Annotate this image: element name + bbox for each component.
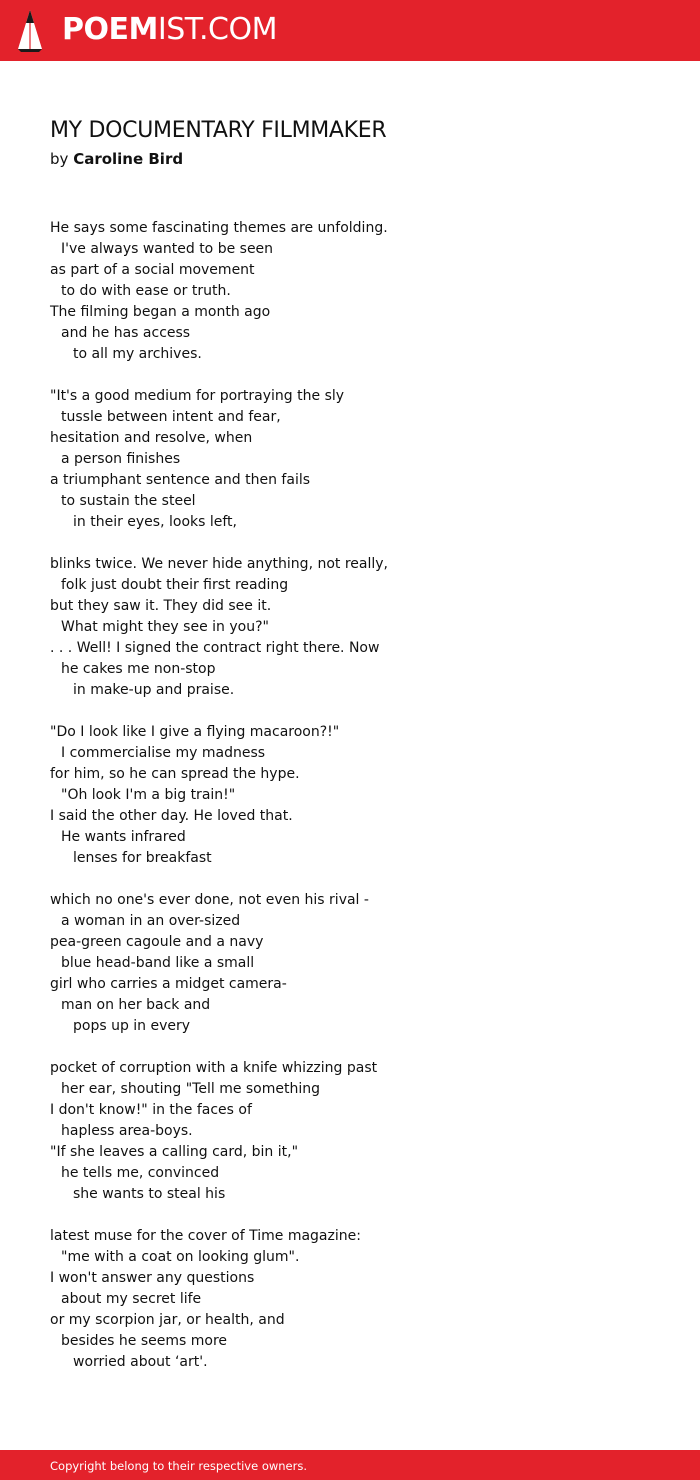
poem-line: I commercialise my madness	[61, 745, 266, 761]
poem-line: lenses for breakfast	[73, 850, 212, 866]
poem-line: tussle between intent and fear,	[61, 409, 281, 425]
poem-body	[50, 218, 670, 1394]
poem-line: latest muse for the cover of Time magazine:	[50, 1228, 361, 1244]
poem-line: to sustain the steel	[61, 493, 196, 509]
poem-line: as part of a social movement	[50, 262, 255, 278]
poem-line: hapless area-boys.	[61, 1123, 193, 1139]
poem-line: pea-green cagoule and a navy	[50, 934, 264, 950]
poem-stanza	[50, 386, 670, 533]
poem-line: folk just doubt their first reading	[61, 577, 289, 593]
poem-stanza	[50, 722, 670, 869]
poem-line: a triumphant sentence and then fails	[50, 472, 311, 488]
poem-stanza	[50, 890, 670, 1037]
poem-line: "It's a good medium for portraying the sly	[50, 388, 345, 404]
poem-line: pops up in every	[73, 1018, 191, 1034]
poem-line: a person finishes	[61, 451, 181, 467]
logo-light-text: IST.COM	[157, 12, 277, 47]
poem-line: blue head-band like a small	[61, 955, 255, 971]
poem-line: in their eyes, looks left,	[73, 514, 237, 530]
by-label: by	[50, 150, 69, 168]
poem-line: pocket of corruption with a knife whizzing past	[50, 1060, 378, 1076]
site-footer	[0, 1450, 700, 1480]
site-logo[interactable]	[62, 11, 277, 49]
poem-line: he cakes me non-stop	[61, 661, 216, 677]
poem-line: for him, so he can spread the hype.	[50, 766, 300, 782]
poem-line: or my scorpion jar, or health, and	[50, 1312, 285, 1328]
poem-line: to all my archives.	[73, 346, 202, 362]
poem-line: . . . Well! I signed the contract right there. Now	[50, 640, 380, 656]
pencil-icon[interactable]	[17, 9, 43, 52]
poem-line: girl who carries a midget camera-	[50, 976, 287, 992]
byline	[50, 148, 183, 170]
poem-stanza	[50, 1058, 670, 1205]
poem-line: blinks twice. We never hide anything, not really,	[50, 556, 389, 572]
poem-line: worried about ‘art'.	[73, 1354, 208, 1370]
poem-line: to do with ease or truth.	[61, 283, 231, 299]
poem-line: her ear, shouting "Tell me something	[61, 1081, 321, 1097]
poem-line: I've always wanted to be seen	[61, 241, 274, 257]
poem-line: man on her back and	[61, 997, 211, 1013]
poem-line: hesitation and resolve, when	[50, 430, 253, 446]
poem-line: "If she leaves a calling card, bin it,"	[50, 1144, 299, 1160]
poem-line: besides he seems more	[61, 1333, 228, 1349]
poem-line: he tells me, convinced	[61, 1165, 220, 1181]
poem-title: MY DOCUMENTARY FILMMAKER	[50, 118, 387, 143]
poem-line: He says some fascinating themes are unfolding.	[50, 220, 388, 236]
poem-line: which no one's ever done, not even his rival -	[50, 892, 369, 908]
poem-line: I don't know!" in the faces of	[50, 1102, 252, 1118]
author-name: Caroline Bird	[73, 150, 184, 168]
site-header	[0, 0, 700, 61]
poem-line: "me with a coat on looking glum".	[61, 1249, 300, 1265]
poem-stanza	[50, 1226, 670, 1373]
poem-stanza	[50, 218, 670, 365]
poem-line: about my secret life	[61, 1291, 202, 1307]
poem-line: and he has access	[61, 325, 191, 341]
poem-line: What might they see in you?"	[61, 619, 269, 635]
poem-line: I won't answer any questions	[50, 1270, 255, 1286]
poem-line: in make-up and praise.	[73, 682, 235, 698]
logo-bold-text: POEM	[62, 12, 158, 47]
poem-stanza	[50, 554, 670, 701]
poem-line: a woman in an over-sized	[61, 913, 241, 929]
poem-line: she wants to steal his	[73, 1186, 226, 1202]
poem-line: I said the other day. He loved that.	[50, 808, 293, 824]
poem-line: but they saw it. They did see it.	[50, 598, 272, 614]
copyright-text: Copyright belong to their respective owners.	[50, 1459, 308, 1473]
poem-line: "Do I look like I give a flying macaroon?!"	[50, 724, 340, 740]
poem-line: He wants infrared	[61, 829, 186, 845]
poem-line: The filming began a month ago	[50, 304, 271, 320]
poem-line: "Oh look I'm a big train!"	[61, 787, 236, 803]
